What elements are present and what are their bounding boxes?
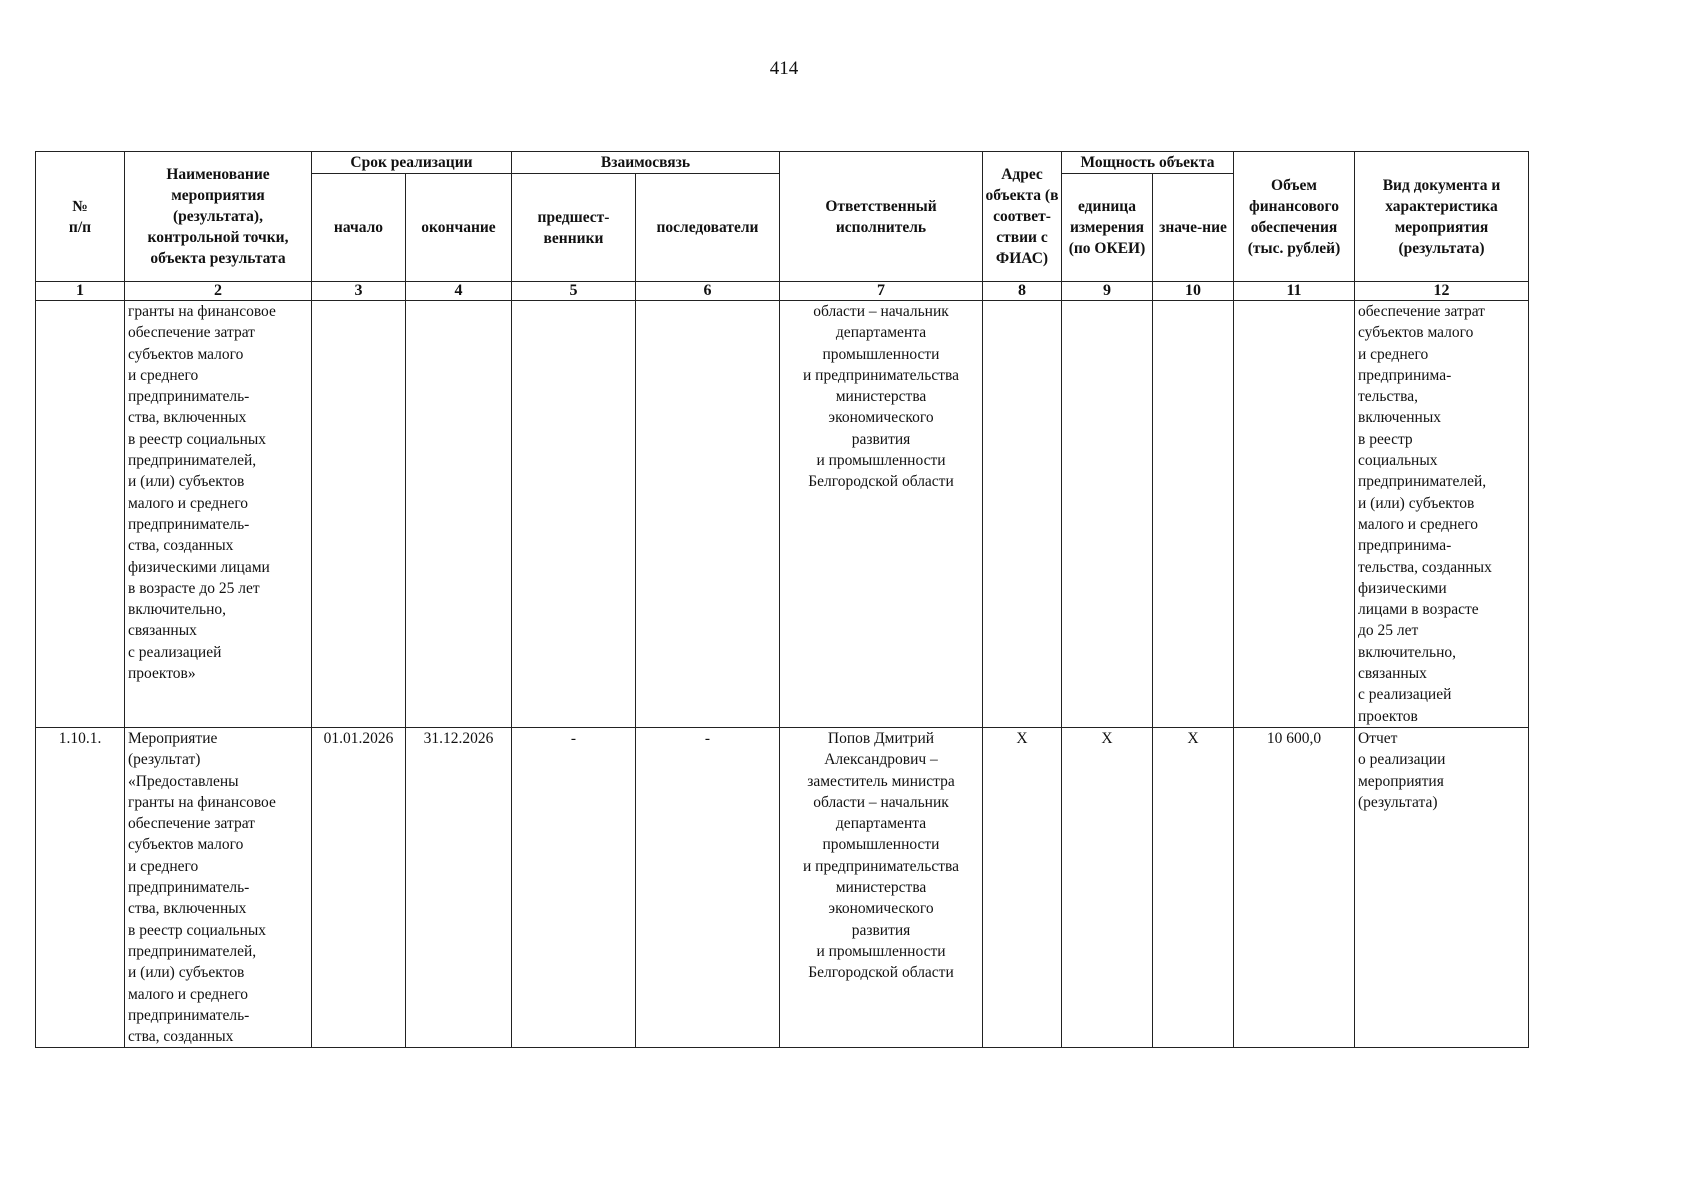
cell-num: 1.10.1.	[36, 728, 125, 1048]
cell-responsible: Попов Дмитрий Александрович – заместитель министра области – начальник департамента промышленности и предпринимательства министерства экономического развития и промышленности Белгородской области	[780, 728, 983, 1048]
header-unit: единица измерения (по ОКЕИ)	[1062, 174, 1153, 282]
column-number: 1	[36, 282, 125, 301]
header-doc-type: Вид документа и характеристика мероприятия (результата)	[1355, 152, 1529, 282]
header-value: значе-ние	[1153, 174, 1234, 282]
cell-predecessors	[512, 301, 636, 728]
cell-value: Х	[1153, 728, 1234, 1048]
column-number: 11	[1234, 282, 1355, 301]
cell-address	[983, 301, 1062, 728]
cell-value	[1153, 301, 1234, 728]
header-link-group: Взаимосвязь	[512, 152, 780, 174]
header-row-1	[36, 152, 1529, 174]
column-number: 8	[983, 282, 1062, 301]
column-number: 6	[636, 282, 780, 301]
cell-name: Мероприятие (результат) «Предоставлены гранты на финансовое обеспечение затрат субъектов малого и среднего предприниматель- ства, включенных в реестр социальных предпринимателей, и (или) субъектов малого и среднего предприниматель- ства, созданных	[125, 728, 312, 1048]
cell-end: 31.12.2026	[406, 728, 512, 1048]
cell-unit: Х	[1062, 728, 1153, 1048]
cell-successors	[636, 301, 780, 728]
table-row	[36, 301, 1529, 728]
column-number: 10	[1153, 282, 1234, 301]
column-number: 3	[312, 282, 406, 301]
cell-num	[36, 301, 125, 728]
header-end: окончание	[406, 174, 512, 282]
header-funding: Объем финансового обеспечения (тыс. рублей)	[1234, 152, 1355, 282]
page-number: 414	[769, 58, 799, 79]
column-number: 9	[1062, 282, 1153, 301]
header-term-group: Срок реализации	[312, 152, 512, 174]
cell-address: Х	[983, 728, 1062, 1048]
cell-doc-type: обеспечение затрат субъектов малого и среднего предпринима- тельства, включенных в реестр социальных предпринимателей, и (или) субъектов малого и среднего предпринима- тельства, созданных физическими лицами в возрасте до 25 лет включительно, связанных с реализацией проектов	[1355, 301, 1529, 728]
column-number: 2	[125, 282, 312, 301]
header-num: № п/п	[36, 152, 125, 282]
column-number: 12	[1355, 282, 1529, 301]
cell-start	[312, 301, 406, 728]
column-number: 5	[512, 282, 636, 301]
cell-predecessors: -	[512, 728, 636, 1048]
header-address: Адрес объекта (в соответ-ствии с ФИАС)	[983, 152, 1062, 282]
cell-name: гранты на финансовое обеспечение затрат субъектов малого и среднего предприниматель- ства, включенных в реестр социальных предпринимателей, и (или) субъектов малого и среднего предприниматель- ства, созданных физическими лицами в возрасте до 25 лет включительно, связанных с реализацией проектов»	[125, 301, 312, 728]
header-responsible: Ответственный исполнитель	[780, 152, 983, 282]
cell-successors: -	[636, 728, 780, 1048]
cell-unit	[1062, 301, 1153, 728]
header-name: Наименование мероприятия (результата), контрольной точки, объекта результата	[125, 152, 312, 282]
header-successors: последователи	[636, 174, 780, 282]
cell-responsible: области – начальник департамента промышленности и предпринимательства министерства экономического развития и промышленности Белгородской области	[780, 301, 983, 728]
cell-funding	[1234, 301, 1355, 728]
header-predecessors: предшест-венники	[512, 174, 636, 282]
column-number: 7	[780, 282, 983, 301]
column-number: 4	[406, 282, 512, 301]
cell-start: 01.01.2026	[312, 728, 406, 1048]
activities-table	[35, 151, 1529, 1048]
header-capacity-group: Мощность объекта	[1062, 152, 1234, 174]
cell-end	[406, 301, 512, 728]
header-start: начало	[312, 174, 406, 282]
cell-funding: 10 600,0	[1234, 728, 1355, 1048]
table-row	[36, 728, 1529, 1048]
cell-doc-type: Отчет о реализации мероприятия (результата)	[1355, 728, 1529, 1048]
column-number-row	[36, 282, 1529, 301]
